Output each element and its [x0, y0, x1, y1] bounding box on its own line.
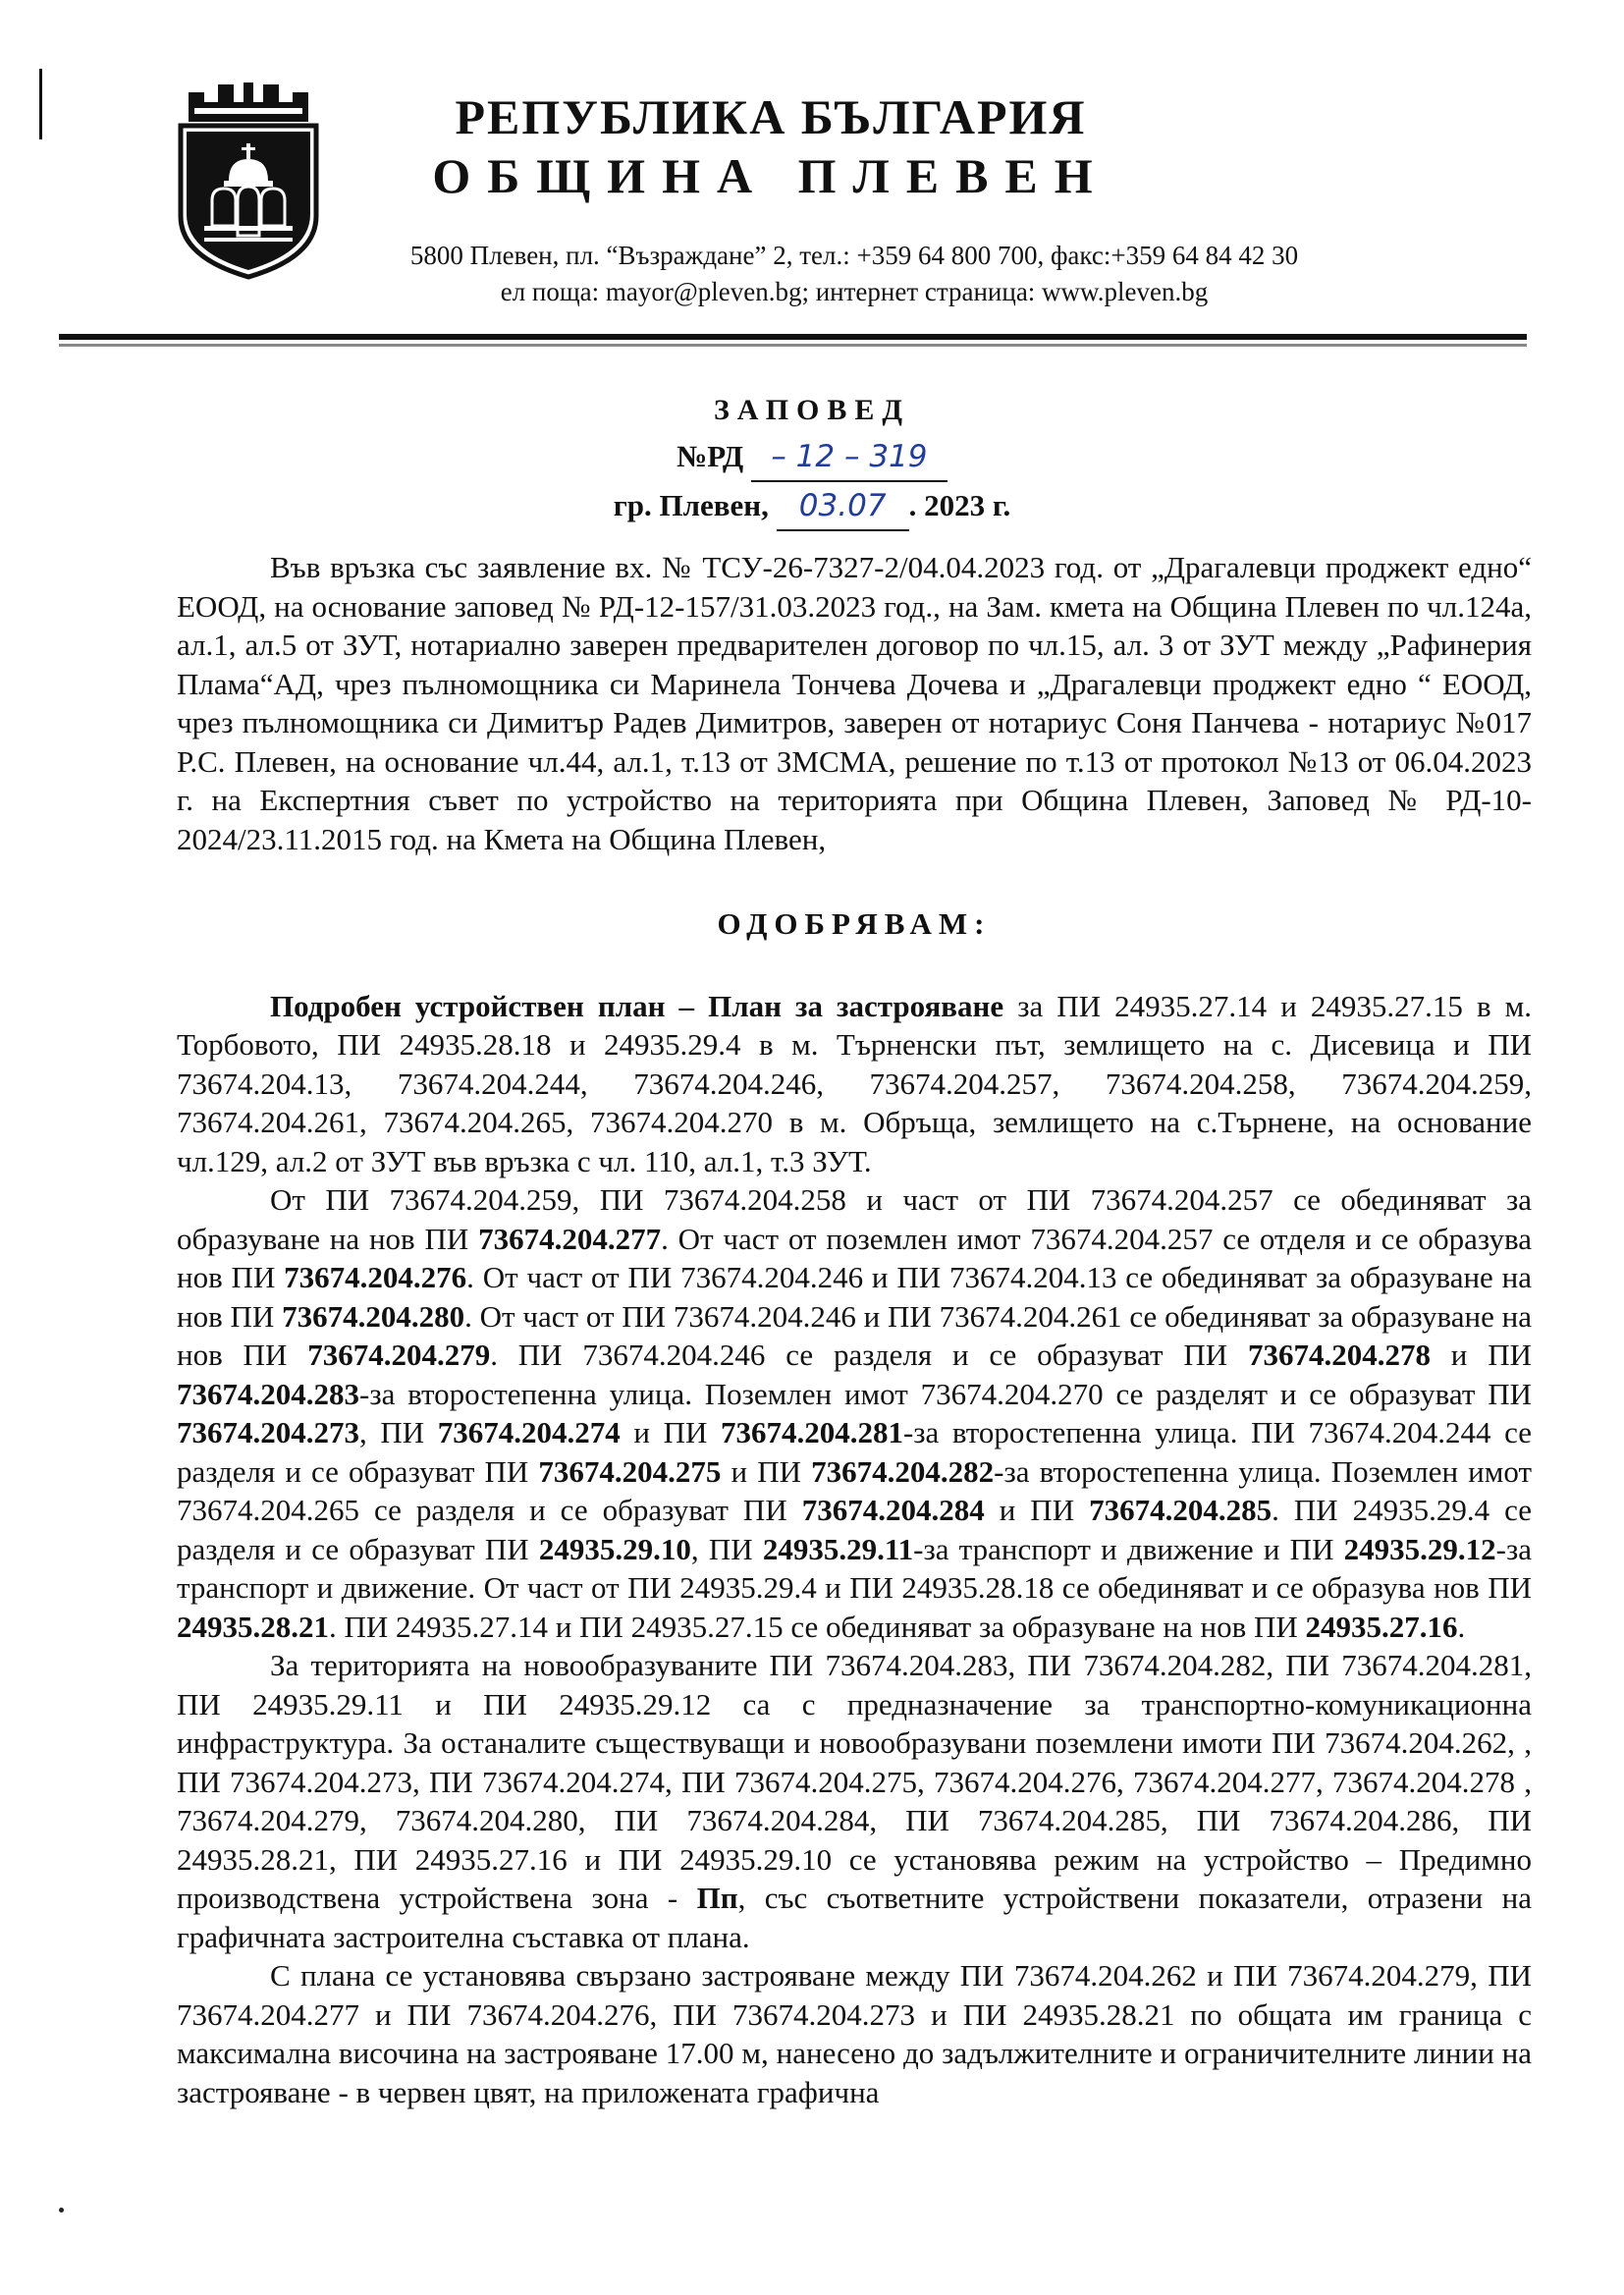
margin-dot: [59, 2208, 64, 2213]
order-heading: [0, 388, 1624, 531]
zoning-paragraph: [177, 1646, 1532, 1956]
parcel-id: 24935.28.21: [177, 1609, 329, 1644]
parcels-text: и ПИ: [721, 1453, 812, 1489]
parcels-text: -за второстепенна улица. Поземлен имот 73674.204.265 се разделя и се образуват ПИ: [177, 1453, 1533, 1527]
parcels-text: и ПИ: [1430, 1338, 1532, 1372]
header-rule: [59, 334, 1527, 340]
parcel-id: 24935.29.11: [762, 1531, 914, 1566]
parcel-id: 24935.29.10: [538, 1531, 691, 1566]
parcels-text: . От част от ПИ 73674.204.246 и ПИ 73674.204.261 се обединяват за образуване на нов ПИ: [177, 1298, 1532, 1372]
parcels-text: . ПИ 24935.29.4 се разделя и се образуват ПИ: [177, 1493, 1532, 1566]
parcel-id: 73674.204.275: [538, 1453, 722, 1489]
parcel-id: 73674.204.283: [177, 1376, 359, 1411]
parcel-id: 73674.204.279: [307, 1338, 491, 1372]
zoning-text: За територията на новообразуваните ПИ 73674.204.283, ПИ 73674.204.282, ПИ 73674.204.281, ПИ 24935.29.11 и ПИ 24935.29.12 са с предназначение за транспортно-комуникационна инфраструктура. За останалите съществуващи и новообразувани поземлени имоти ПИ 73674.204.262, , ПИ 73674.204.273, ПИ 73674.204.274, ПИ 73674.204.275, 73674.204.276, 73674.204.277, 73674.204.278 , 73674.204.279, 73674.204.280, ПИ 73674.204.284, ПИ 73674.204.285, ПИ 73674.204.286, ПИ 24935.28.21, ПИ 24935.27.16 и ПИ 24935.29.10 се установява режим на устройство – Предимно производствена устройствена зона -: [177, 1648, 1532, 1915]
parcels-paragraph: [177, 1180, 1532, 1646]
parcels-text: и ПИ: [620, 1415, 721, 1449]
parcel-id: 73674.204.280: [282, 1298, 465, 1334]
parcels-text: .: [1457, 1609, 1466, 1644]
order-date-handwritten: 03.07: [777, 482, 909, 531]
parcel-id: 24935.29.12: [1343, 1531, 1496, 1566]
header-municipality: ОБЩИНА ПЛЕВЕН: [432, 148, 1110, 203]
approve-heading: ОДОБРЯВАМ:: [717, 906, 992, 941]
header-rule-shadow: [59, 344, 1527, 347]
letterhead: [0, 0, 1624, 363]
order-number-prefix: №РД: [677, 439, 744, 473]
plan-title: Подробен устройствен план – План за застрояване: [270, 988, 1004, 1023]
zone-code: Пп: [696, 1881, 738, 1915]
parcels-text: . От част от ПИ 73674.204.246 и ПИ 73674.204.13 се обединяват за образуване на нов ПИ: [177, 1260, 1532, 1334]
zoning-tail: , със съответните устройствени показатели, отразени на графичната застроителна съставка от плана.: [177, 1881, 1532, 1954]
parcels-text: -за второстепенна улица. Поземлен имот 73674.204.270 се разделят и се образуват ПИ: [359, 1376, 1532, 1411]
parcels-text: . ПИ 73674.204.246 се разделя и се образуват ПИ: [490, 1338, 1248, 1372]
order-year: . 2023 г.: [908, 488, 1011, 522]
parcel-id: 73674.204.278: [1247, 1338, 1431, 1372]
parcels-text: -за транспорт и движение и ПИ: [913, 1531, 1344, 1566]
parcels-text: . ПИ 24935.27.14 и ПИ 24935.27.15 се обединяват за образуване на нов ПИ: [329, 1609, 1306, 1644]
parcel-id: 73674.204.276: [284, 1260, 467, 1294]
construction-paragraph: С плана се установява свързано застрояване между ПИ 73674.204.262 и ПИ 73674.204.279, ПИ 73674.204.277 и ПИ 73674.204.276, ПИ 73674.204.273 и ПИ 24935.28.21 по общата им граница с максимална височина на застрояване 17.00 м, нанесено до задължителните и ограничителните линии на застрояване - в червен цвят, на приложената графична: [177, 1958, 1532, 2109]
order-date-line: [0, 482, 1624, 531]
plan-paragraph: [177, 987, 1532, 1181]
parcel-id: 24935.27.16: [1305, 1609, 1458, 1644]
plan-description: за ПИ 24935.27.14 и 24935.27.15 в м. Торбовото, ПИ 24935.28.18 и 24935.29.4 в м. Търненски път, землището на с. Дисевица и ПИ 73674.204.13, 73674.204.244, 73674.204.246, 73674.204.257, 73674.204.258, 73674.204.259, 73674.204.261, 73674.204.265, 73674.204.270 в м. Обръща, землището на с.Търнене, на основание чл.129, ал.2 от ЗУТ във връзка с чл. 110, ал.1, т.3 ЗУТ.: [177, 988, 1533, 1178]
parcel-id: 73674.204.273: [177, 1415, 359, 1449]
header-country: РЕПУБЛИКА БЪЛГАРИЯ: [455, 89, 1087, 144]
intro-paragraph: Във връзка със заявление вх. № ТСУ-26-7327-2/04.04.2023 год. от „Драгалевци проджект едно“ ЕООД, на основание заповед № РД-12-157/31.03.2023 год., на Зам. кмета на Община Плевен по чл.124а, ал.1, ал.5 от ЗУТ, нотариално заверен предварителен договор по чл.15, ал. 3 от ЗУТ между „Рафинерия Плама“АД, чрез пълномощника си Маринела Тончева Дочева и „Драгалевци проджект едно “ ЕООД, чрез пълномощника си Димитър Радев Димитров, заверен от нотариус Соня Панчева - нотариус №017 Р.С. Плевен, на основание чл.44, ал.1, т.13 от ЗМСМА, решение по т.13 от протокол №13 от 06.04.2023 г. на Експертния съвет по устройство на територията при Община Плевен, Заповед № РД-10-2024/23.11.2015 год. на Кмета на Община Плевен,: [177, 550, 1532, 856]
parcel-id: 73674.204.274: [437, 1415, 621, 1449]
parcels-text: От ПИ 73674.204.259, ПИ 73674.204.258 и част от ПИ 73674.204.257 се обединяват за образуване на нов ПИ: [177, 1182, 1532, 1256]
order-city: гр. Плевен,: [613, 488, 769, 522]
order-number-line: [0, 433, 1624, 482]
header-contacts: ел поща: mayor@pleven.bg; интернет страница: www.pleven.bg: [500, 277, 1209, 306]
pleven-coat-of-arms-icon: [175, 79, 322, 281]
order-number-handwritten: – 12 – 319: [751, 433, 947, 482]
parcel-id: 73674.204.282: [811, 1453, 995, 1489]
order-title: ЗАПОВЕД: [713, 394, 911, 426]
parcels-text: , ПИ: [690, 1531, 763, 1566]
header-address: 5800 Плевен, пл. “Възраждане” 2, тел.: +359 64 800 700, факс:+359 64 84 42 30: [409, 241, 1299, 270]
parcels-text: -за второстепенна улица. ПИ 73674.204.244 се разделя и се образуват ПИ: [177, 1415, 1532, 1489]
parcels-text: -за транспорт и движение. От част от ПИ 24935.29.4 и ПИ 24935.28.18 се обединяват и се образува нов ПИ: [177, 1531, 1532, 1605]
parcel-id: 73674.204.284: [801, 1493, 985, 1527]
parcels-text: и ПИ: [984, 1493, 1090, 1527]
order-body: [177, 548, 1532, 2111]
parcel-id: 73674.204.281: [720, 1415, 903, 1449]
parcels-text: . От част от поземлен имот 73674.204.257 се отделя и се образува нов ПИ: [177, 1221, 1532, 1294]
parcel-id: 73674.204.277: [478, 1221, 662, 1256]
parcel-id: 73674.204.285: [1089, 1493, 1272, 1527]
parcels-text: , ПИ: [359, 1415, 438, 1449]
